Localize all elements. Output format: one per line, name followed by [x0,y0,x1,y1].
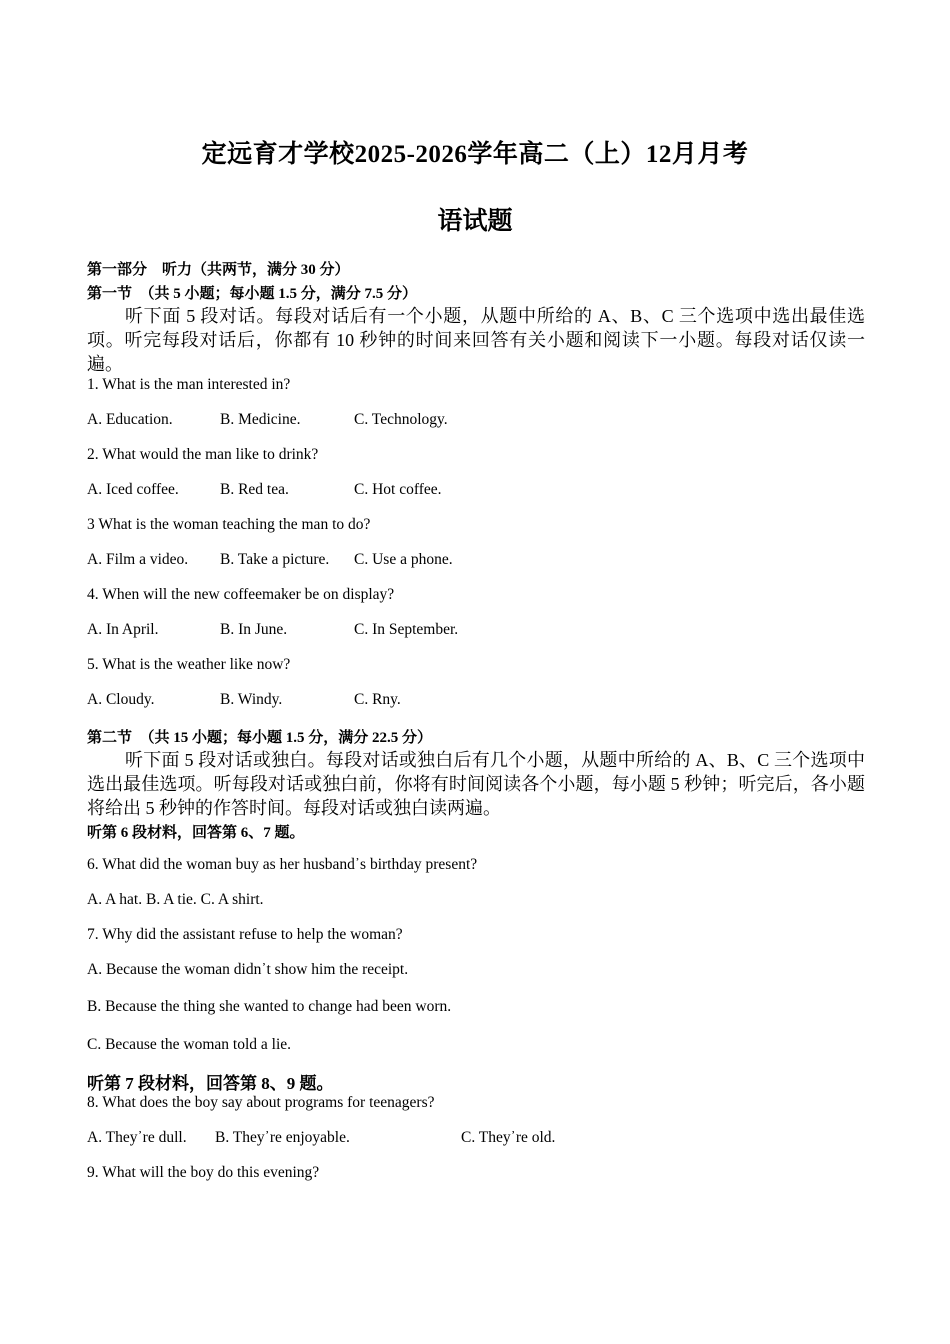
question-5-option-b: B. Windy. [220,691,283,708]
question-1-option-b: B. Medicine. [220,411,301,428]
question-2-option-a: A. Iced coffee. [87,481,179,498]
part1-heading: 第一部分 听力（共两节，满分 30 分） [87,262,350,278]
question-2-option-b: B. Red tea. [220,481,289,498]
question-5-option-c: C. Rny. [354,691,401,708]
question-3-option-c: C. Use a phone. [354,551,453,568]
question-1: 1. What is the man interested in? [87,376,291,393]
question-2-option-c: C. Hot coffee. [354,481,442,498]
question-6: 6. What did the woman buy as her husband᾿s birthday present? [87,856,478,873]
question-4-option-a: A. In April. [87,621,159,638]
question-7-option-b: B. Because the thing she wanted to change had been worn. [87,998,452,1015]
material-7-heading: 听第 7 段材料，回答第 8、9 题。 [87,1074,334,1093]
material-6-heading: 听第 6 段材料，回答第 6、7 题。 [87,825,305,841]
question-5: 5. What is the weather like now? [87,656,291,673]
question-6-options: A. A hat. B. A tie. C. A shirt. [87,891,264,908]
question-7-option-a: A. Because the woman didn᾿t show him the receipt. [87,961,409,978]
question-3-option-b: B. Take a picture. [220,551,330,568]
question-2: 2. What would the man like to drink? [87,446,319,463]
question-9: 9. What will the boy do this evening? [87,1164,320,1181]
exam-subject-title: 语试题 [437,208,513,235]
question-3: 3 What is the woman teaching the man to do? [87,516,371,533]
question-8: 8. What does the boy say about programs for teenagers? [87,1094,435,1111]
question-7-option-c: C. Because the woman told a lie. [87,1036,292,1053]
section2-instructions: 听下面 5 段对话或独白。每段对话或独白后有几个小题，从题中所给的 A、B、C 三个选项中选出最佳选项。听每段对话或独白前，你将有时间阅读各个小题，每小题 5 秒钟；听完后，各小题将给出 5 秒钟的作答时间。每段对话或独白读两遍。 [87,750,865,818]
question-8-option-c: C. They᾿re old. [461,1129,556,1146]
question-4-option-b: B. In June. [220,621,288,638]
question-4: 4. When will the new coffeemaker be on display? [87,586,395,603]
question-1-option-a: A. Education. [87,411,173,428]
question-3-option-a: A. Film a video. [87,551,189,568]
section1-instructions: 听下面 5 段对话。每段对话后有一个小题，从题中所给的 A、B、C 三个选项中选出最佳选项。听完每段对话后，你都有 10 秒钟的时间来回答有关小题和阅读下一小题。每段对话仅读一遍。 [87,306,865,374]
question-1-option-c: C. Technology. [354,411,448,428]
question-8-option-a: A. They᾿re dull. [87,1129,187,1146]
question-7: 7. Why did the assistant refuse to help the woman? [87,926,403,943]
question-4-option-c: C. In September. [354,621,459,638]
question-8-option-b: B. They᾿re enjoyable. [215,1129,350,1146]
question-5-option-a: A. Cloudy. [87,691,155,708]
exam-title: 定远育才学校2025-2026学年高二（上）12月月考 [201,141,749,168]
section2-heading: 第二节 （共 15 小题；每小题 1.5 分，满分 22.5 分） [87,730,433,746]
section1-heading: 第一节 （共 5 小题；每小题 1.5 分，满分 7.5 分） [87,286,418,302]
